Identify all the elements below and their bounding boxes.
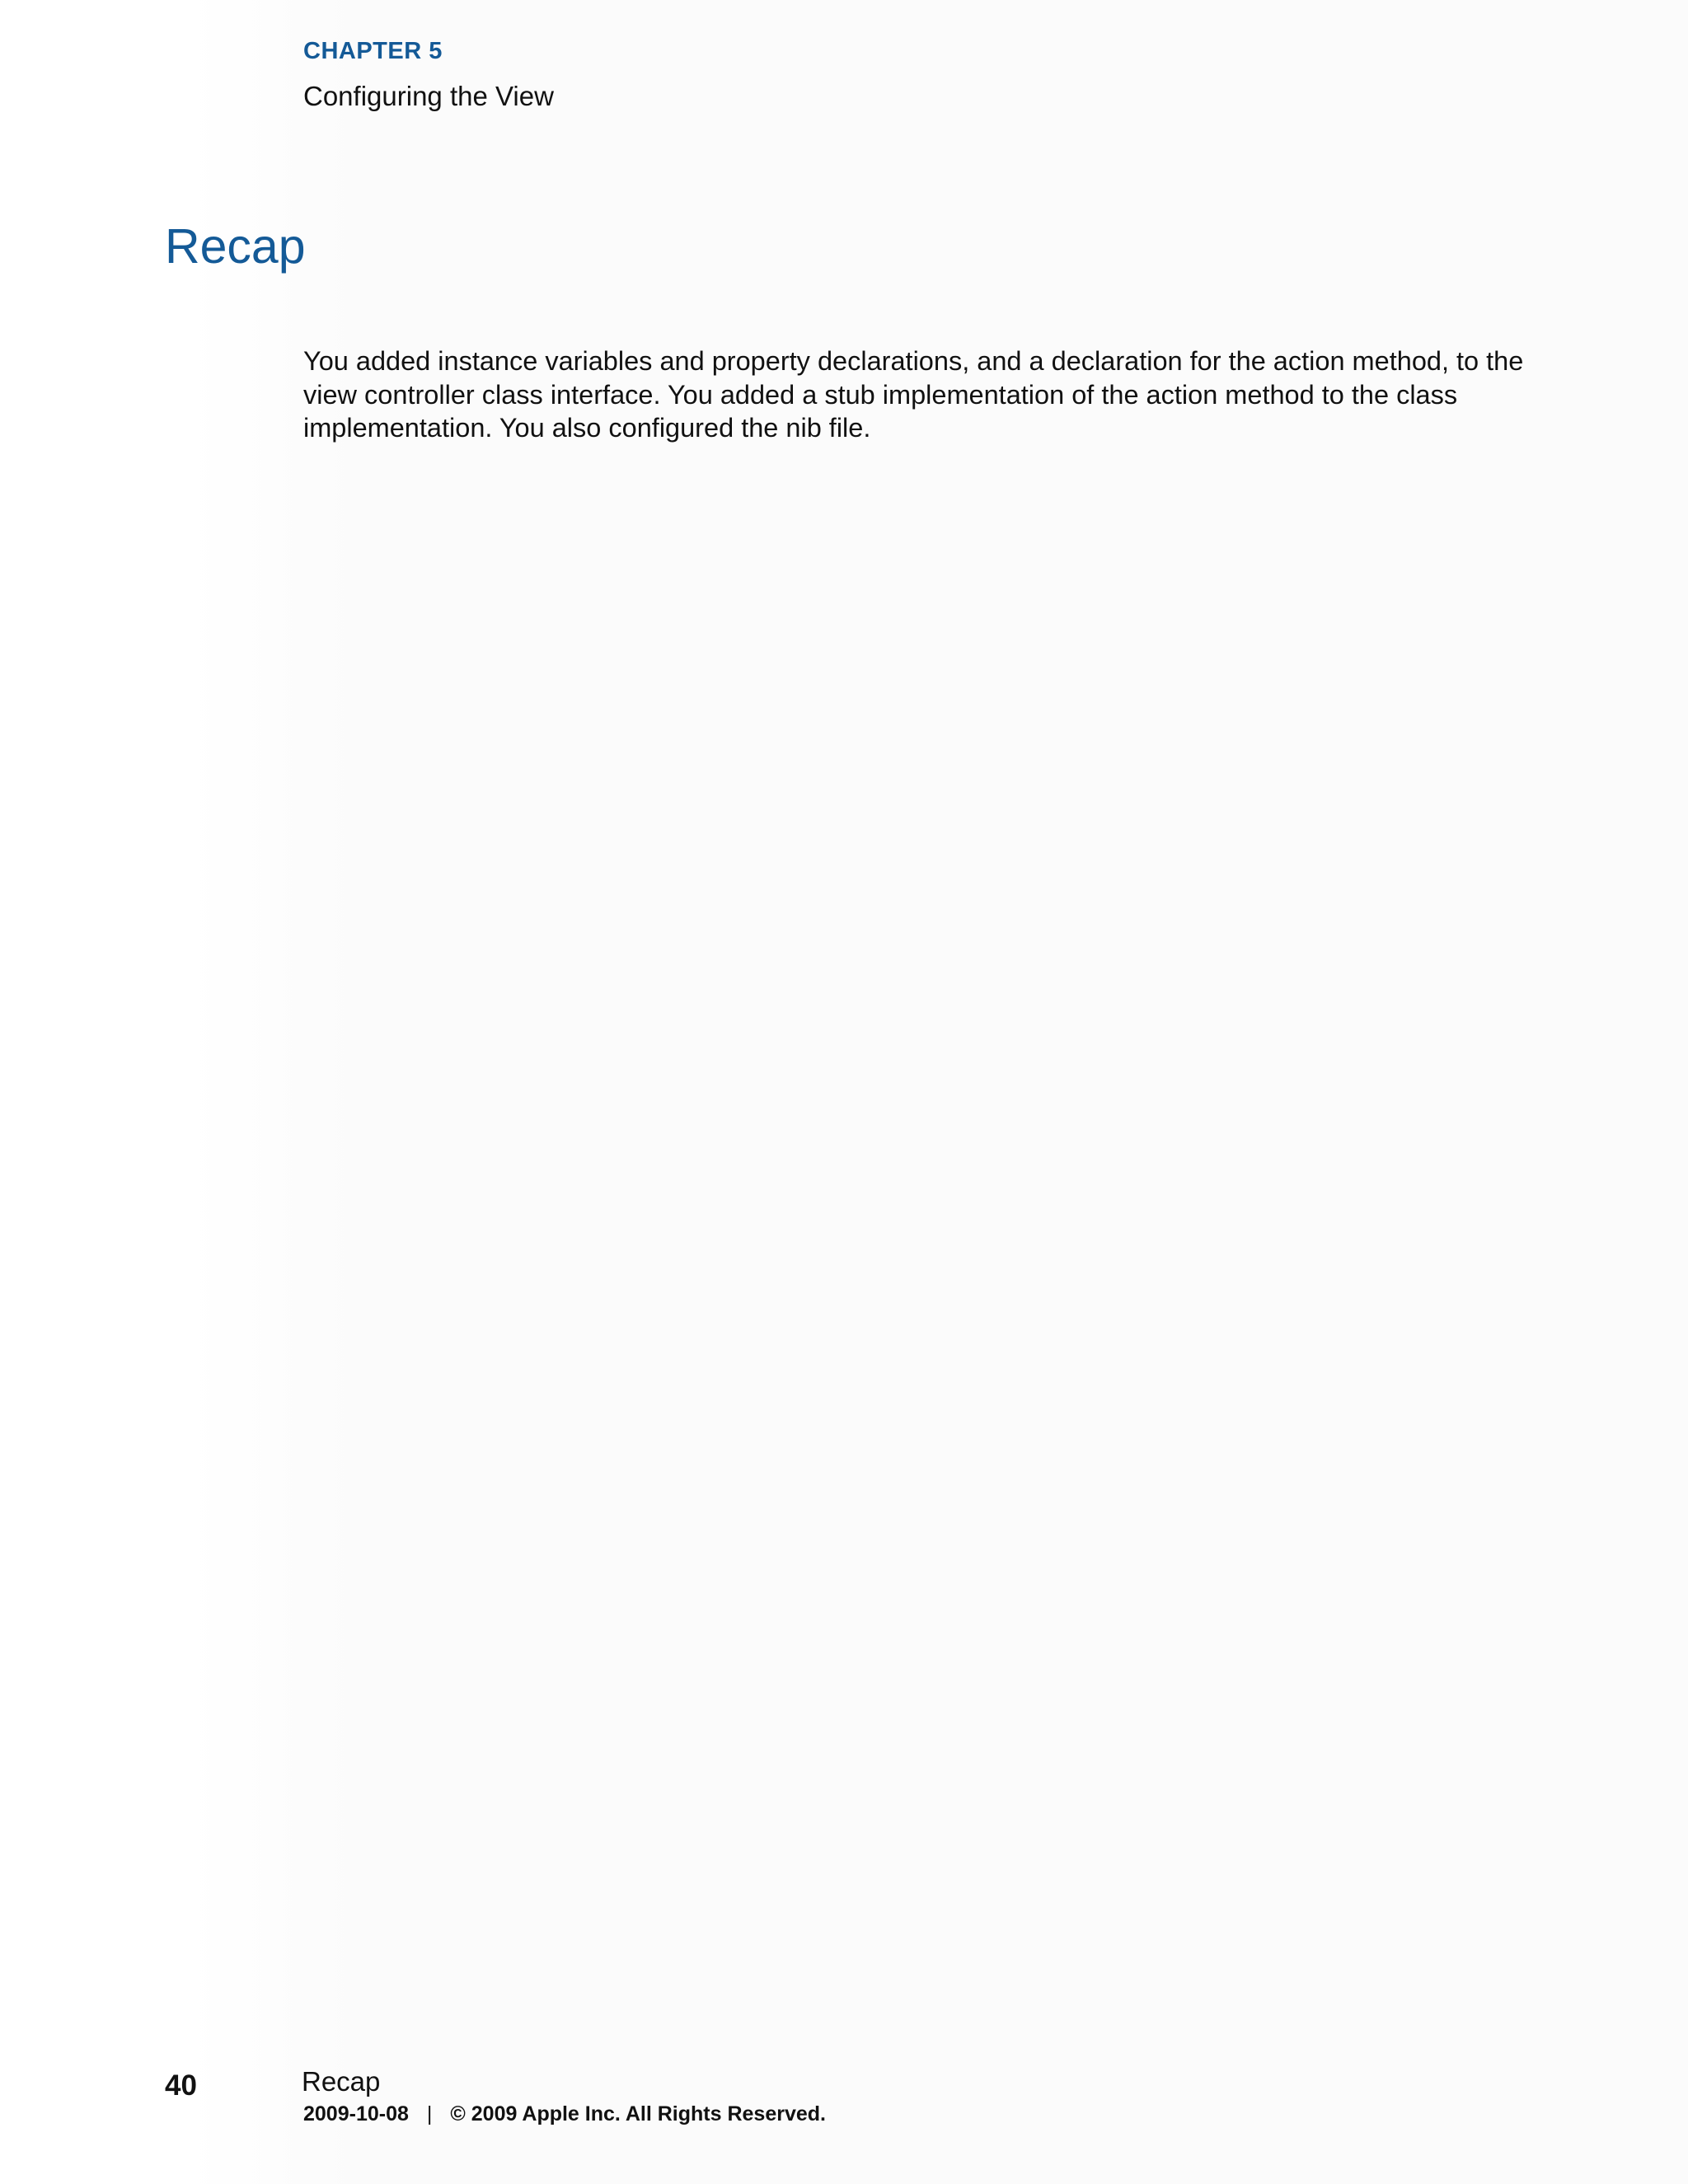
footer-meta <box>303 2102 826 2126</box>
footer-copyright: © 2009 Apple Inc. All Rights Reserved. <box>450 2102 826 2125</box>
chapter-label: CHAPTER 5 <box>303 38 443 64</box>
section-heading: Recap <box>165 219 306 274</box>
footer-page-number: 40 <box>165 2069 197 2102</box>
section-body-paragraph: You added instance variables and property declarations, and a declaration for the action method, to the view controller class interface. You added a stub implementation of the action method to the class implementation. You also configured the nib file. <box>303 346 1524 443</box>
footer-section-name: Recap <box>302 2066 381 2097</box>
footer-date: 2009-10-08 <box>303 2102 409 2125</box>
chapter-title: Configuring the View <box>303 81 554 111</box>
footer-separator: | <box>426 2102 433 2125</box>
